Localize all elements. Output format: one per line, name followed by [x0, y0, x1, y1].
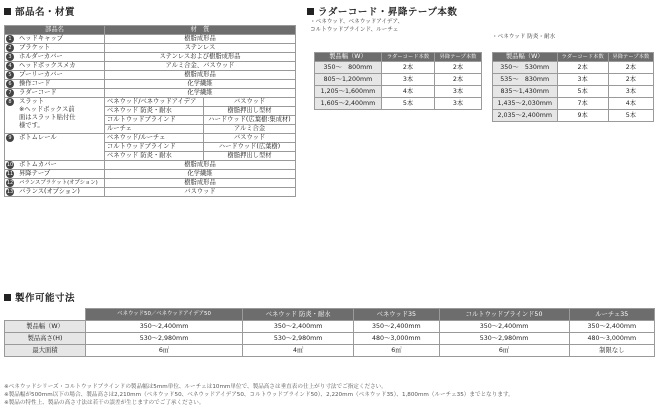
slat-name-line: ※ヘッドボックス前	[19, 106, 75, 113]
parts-row	[5, 71, 296, 80]
ladder-cord-count: 7本	[557, 98, 608, 110]
ladder-right-table	[492, 52, 654, 122]
tape-count: 3本	[608, 86, 653, 98]
part-name: ヘッドボックスメカ	[17, 62, 104, 71]
ladder-width: 350〜 800mm	[315, 62, 382, 74]
parts-row	[5, 170, 296, 179]
part-material: ハードウッド(広葉樹:集成材)	[204, 116, 296, 125]
title-square-icon	[307, 8, 314, 15]
parts-row	[5, 53, 296, 62]
part-number-cell	[5, 71, 18, 80]
parts-row	[5, 35, 296, 44]
part-material: アルミ合金	[204, 125, 296, 134]
ladder-cord-count: 9本	[557, 110, 608, 122]
tape-count: 5本	[608, 110, 653, 122]
ladder-left-table	[314, 52, 482, 110]
part-number-cell	[5, 53, 18, 62]
dimension-row-label: 製品高さ(H)	[5, 333, 86, 345]
part-material: 樹脂成形品	[104, 179, 295, 188]
part-number-cell	[5, 161, 18, 170]
ladder-row	[493, 86, 654, 98]
part-material: バスウッド	[204, 98, 296, 107]
parts-section-title: 部品名・材質	[4, 4, 75, 18]
part-name: ブラケット	[17, 44, 104, 53]
dimension-column-header: コルトウッドブラインド50	[439, 309, 569, 321]
dimension-value: 6㎡	[86, 345, 243, 357]
number-circle-icon: 4	[6, 62, 14, 70]
number-circle-icon: 1	[6, 35, 14, 43]
part-name: ヘッドキャップ	[17, 35, 104, 44]
dimension-header-blank	[5, 309, 86, 321]
part-material: 化学繊維	[104, 80, 295, 89]
ladder-row	[315, 62, 482, 74]
dimension-column-header: ベネウッド 防炎・耐水	[243, 309, 354, 321]
ladder-cord-count: 2本	[381, 62, 434, 74]
note-line: ※製品の特性上、製品の高さ寸法は若干の誤差が生じますのでご了承ください。	[4, 400, 205, 406]
slat-name-line: 面はスラット貼付仕	[19, 114, 76, 121]
slat-name-line: 様です。	[19, 122, 44, 129]
part-material: 化学繊維	[104, 89, 295, 98]
tape-count: 2本	[435, 62, 482, 74]
ladder-header-width: 製品幅（W）	[315, 53, 382, 62]
ladder-header-ladder: ラダーコード本数	[557, 53, 608, 62]
number-circle-icon: 12	[6, 180, 14, 186]
dimension-column-header: ベネウッド35	[354, 309, 439, 321]
parts-row	[5, 62, 296, 71]
part-subtype: ベネウッド/ベネウッドアイデア	[104, 98, 203, 107]
number-circle-icon: 7	[6, 89, 14, 97]
dimension-notes	[4, 383, 514, 407]
part-material: バスウッド	[104, 188, 295, 197]
ladder-header-ladder: ラダーコード本数	[381, 53, 434, 62]
number-circle-icon: 8	[6, 98, 14, 106]
part-subtype: コルトウッドブラインド	[104, 143, 203, 152]
dimension-value: 制限なし	[569, 345, 654, 357]
number-circle-icon: 6	[6, 80, 14, 88]
title-square-icon	[4, 8, 11, 15]
part-number-cell	[5, 44, 18, 53]
dimension-row	[5, 333, 655, 345]
dimension-row-label: 製品幅（W）	[5, 321, 86, 333]
ladder-header-width: 製品幅（W）	[493, 53, 558, 62]
part-subtype: ルーチェ	[104, 125, 203, 134]
ladder-cord-count: 5本	[557, 86, 608, 98]
ladder-right-caption: ・ベネウッド 防炎・耐水	[492, 34, 556, 40]
title-square-icon	[4, 294, 11, 301]
dimension-row	[5, 345, 655, 357]
ladder-header-tape: 昇降テープ本数	[608, 53, 653, 62]
part-material: バスウッド	[204, 134, 296, 143]
tape-count: 3本	[435, 98, 482, 110]
dimension-value: 6㎡	[354, 345, 439, 357]
ladder-width: 350〜 530mm	[493, 62, 558, 74]
part-subtype: ベネウッド/ルーチェ	[104, 134, 203, 143]
tape-count: 2本	[608, 74, 653, 86]
number-circle-icon: 13	[6, 189, 14, 195]
part-material: ステンレスおよび樹脂成形品	[104, 53, 295, 62]
part-name-bottom-rail: ボトムレール	[17, 134, 104, 161]
part-material: ステンレス	[104, 44, 295, 53]
parts-row	[5, 179, 296, 188]
tape-count: 2本	[608, 62, 653, 74]
tape-count: 2本	[435, 74, 482, 86]
part-number-cell	[5, 80, 18, 89]
parts-row	[5, 98, 296, 107]
dimension-column-header: ベネウッド50／ベネウッドアイデア50	[86, 309, 243, 321]
dimension-value: 350〜2,400mm	[86, 321, 243, 333]
part-name: ラダーコード	[17, 89, 104, 98]
slat-name-line: スラット	[19, 98, 45, 105]
parts-row	[5, 188, 296, 197]
tape-count: 4本	[608, 98, 653, 110]
part-subtype: コルトウッドブラインド	[104, 116, 203, 125]
part-name-slat	[17, 98, 104, 134]
ladder-width: 1,605〜2,400mm	[315, 98, 382, 110]
number-circle-icon: 10	[6, 162, 14, 168]
number-circle-icon: 3	[6, 53, 14, 61]
part-material: 樹脂成形品	[104, 161, 295, 170]
part-name: ボトムカバー	[17, 161, 104, 170]
parts-row	[5, 89, 296, 98]
parts-header-material: 材 質	[104, 26, 295, 35]
part-name: バランスブラケット(オプション)	[17, 179, 104, 188]
parts-row	[5, 134, 296, 143]
ladder-cord-count: 3本	[381, 74, 434, 86]
part-material: アルミ合金、バスウッド	[104, 62, 295, 71]
dimension-value: 530〜2,980mm	[86, 333, 243, 345]
part-material: 樹脂成形品	[104, 71, 295, 80]
part-subtype: ベネウッド 防炎・耐水	[104, 152, 203, 161]
ladder-left-caption: ・ベネウッド、ベネウッドアイデア、 コルトウッドブラインド、ルーチェ	[310, 19, 404, 33]
dimension-section-title: 製作可能寸法	[4, 290, 75, 304]
ladder-width: 535〜 830mm	[493, 74, 558, 86]
dimension-row	[5, 321, 655, 333]
dimension-value: 6㎡	[439, 345, 569, 357]
ladder-row	[493, 110, 654, 122]
part-number-cell	[5, 170, 18, 179]
dimension-value: 350〜2,400mm	[243, 321, 354, 333]
part-material: 化学繊維	[104, 170, 295, 179]
part-number-cell	[5, 179, 18, 188]
ladder-width: 2,035〜2,400mm	[493, 110, 558, 122]
part-number-cell	[5, 62, 18, 71]
dimension-value: 530〜2,980mm	[243, 333, 354, 345]
part-number-cell	[5, 89, 18, 98]
ladder-width: 835〜1,430mm	[493, 86, 558, 98]
part-name: プーリーカバー	[17, 71, 104, 80]
ladder-row	[315, 98, 482, 110]
part-material: 樹脂成形品	[104, 35, 295, 44]
part-material: ハードウッド(広葉樹)	[204, 143, 296, 152]
part-name: ホルダーカバー	[17, 53, 104, 62]
dimension-value: 4㎡	[243, 345, 354, 357]
dimension-value: 480〜3,000mm	[354, 333, 439, 345]
ladder-cord-count: 5本	[381, 98, 434, 110]
number-circle-icon: 11	[6, 171, 14, 177]
tape-count: 3本	[435, 86, 482, 98]
part-material: 樹脂押出し型材	[204, 152, 296, 161]
part-name: バランス(オプション)	[17, 188, 104, 197]
part-number-cell	[5, 188, 18, 197]
part-name: 操作コード	[17, 80, 104, 89]
parts-row	[5, 44, 296, 53]
ladder-row	[493, 62, 654, 74]
ladder-width: 1,435〜2,030mm	[493, 98, 558, 110]
ladder-row	[493, 74, 654, 86]
ladder-width: 805〜1,200mm	[315, 74, 382, 86]
part-number-cell	[5, 98, 18, 134]
part-number-cell	[5, 35, 18, 44]
note-line: ※製品幅が500mm以下の場合、製品高さは2,210mm（ベネウッド50、ベネウッドアイデア50、コルトウッドブラインド50）、2,220mm（ベネウッド35）、1,800mm（ルーチェ35）までとなります。	[4, 392, 514, 398]
ladder-header-tape: 昇降テープ本数	[435, 53, 482, 62]
parts-row	[5, 161, 296, 170]
dimension-table	[4, 308, 655, 357]
ladder-cord-count: 2本	[557, 62, 608, 74]
ladder-section-title: ラダーコード・昇降テープ本数	[307, 4, 457, 18]
part-subtype: ベネウッド 防炎・耐水	[104, 107, 203, 116]
ladder-row	[493, 98, 654, 110]
part-name: 昇降テープ	[17, 170, 104, 179]
ladder-width: 1,205〜1,600mm	[315, 86, 382, 98]
note-line: ※ベネウッドシリーズ・コルトウッドブラインドの製品幅は5mm単位、ルーチェは10mm単位で、製品高さは垂直表の仕上がり寸法でご指定ください。	[4, 384, 387, 390]
number-circle-icon: 2	[6, 44, 14, 52]
parts-row	[5, 80, 296, 89]
number-circle-icon: 9	[6, 134, 14, 142]
dimension-column-header: ルーチェ35	[569, 309, 654, 321]
part-material: 樹脂押出し型材	[204, 107, 296, 116]
dimension-row-label: 最大面積	[5, 345, 86, 357]
dimension-value: 530〜2,980mm	[439, 333, 569, 345]
dimension-value: 480〜3,000mm	[569, 333, 654, 345]
dimension-value: 350〜2,400mm	[569, 321, 654, 333]
part-number-cell	[5, 134, 18, 161]
number-circle-icon: 5	[6, 71, 14, 79]
parts-header-name: 部品名	[5, 26, 105, 35]
ladder-row	[315, 74, 482, 86]
dimension-value: 350〜2,400mm	[439, 321, 569, 333]
dimension-value: 350〜2,400mm	[354, 321, 439, 333]
ladder-cord-count: 3本	[557, 74, 608, 86]
ladder-row	[315, 86, 482, 98]
ladder-cord-count: 4本	[381, 86, 434, 98]
parts-table	[4, 25, 296, 197]
